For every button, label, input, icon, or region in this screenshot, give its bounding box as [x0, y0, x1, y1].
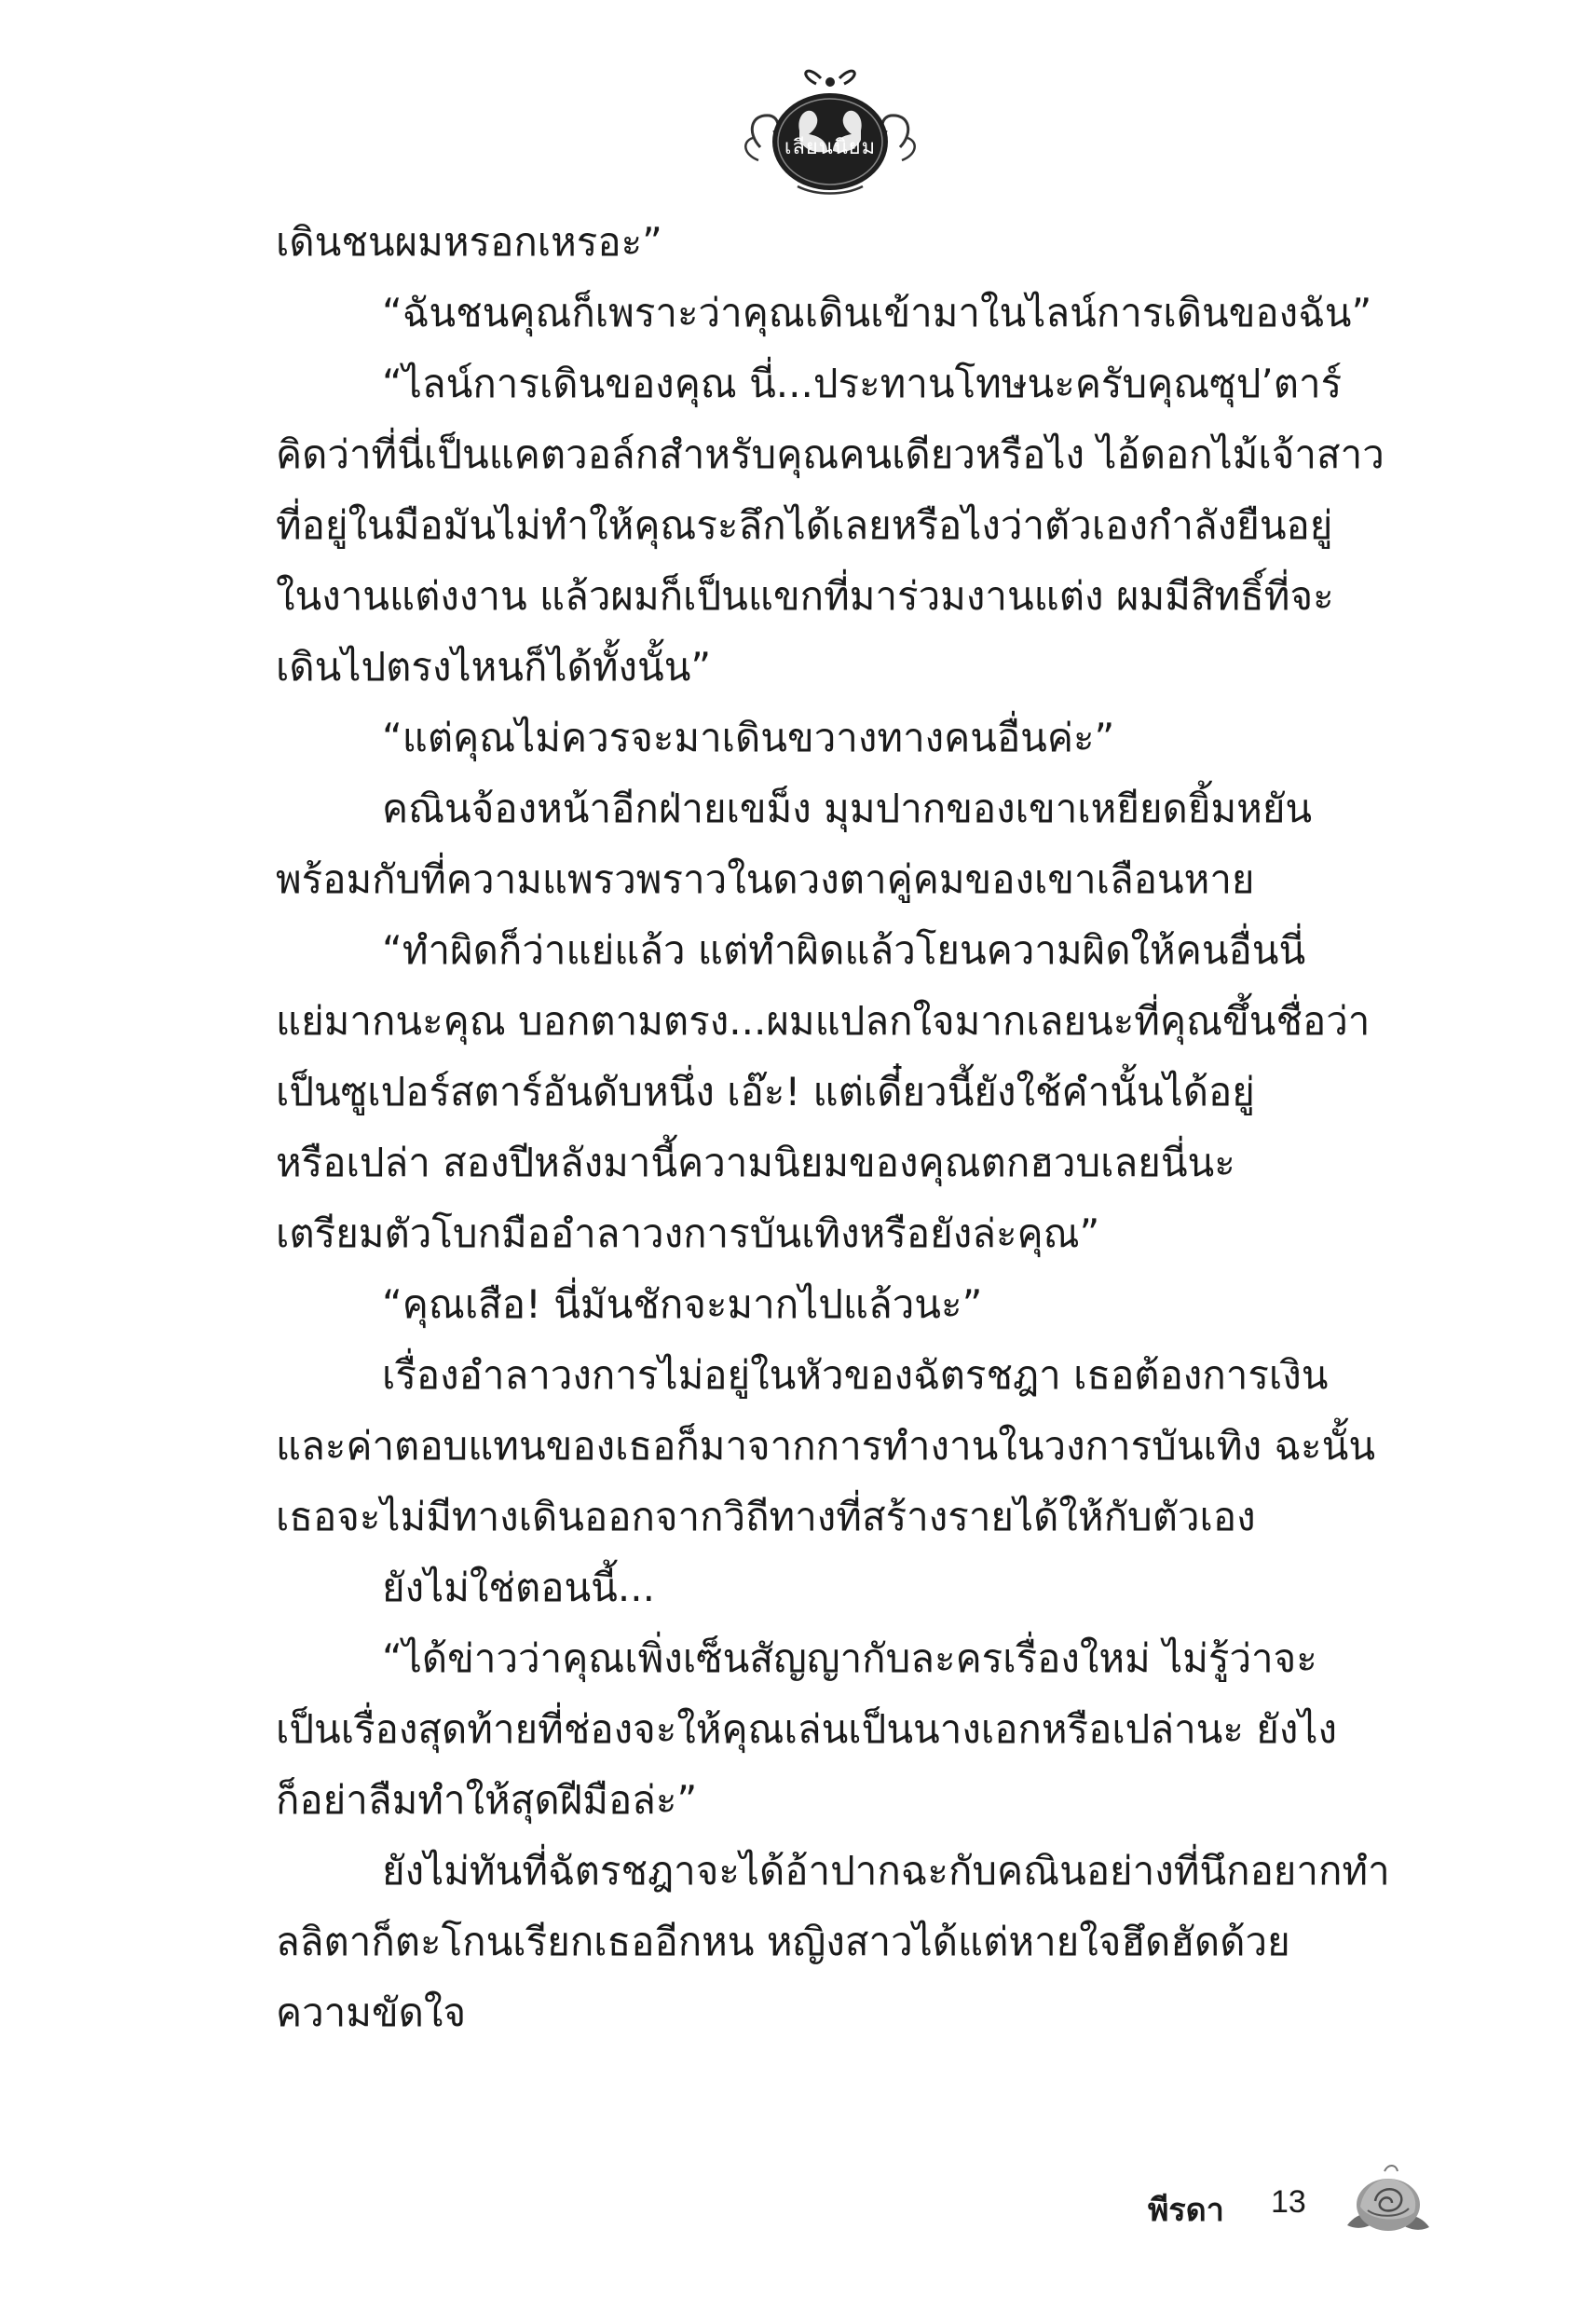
- text-line: หรือเปล่า สองปีหลังมานี้ความนิยมของคุณตกฮวบเลยนี่นะ: [276, 1140, 1235, 1185]
- text-line: เธอจะไม่มีทางเดินออกจากวิถีทางที่สร้างรายได้ให้กับตัวเอง: [276, 1494, 1256, 1539]
- text-line: “คุณเสือ! นี่มันชักจะมากไปแล้วนะ”: [382, 1281, 983, 1327]
- text-line: “แต่คุณไม่ควรจะมาเดินขวางทางคนอื่นค่ะ”: [382, 715, 1115, 760]
- text-line: ที่อยู่ในมือมันไม่ทำให้คุณระลึกได้เลยหรือไงว่าตัวเองกำลังยืนอยู่: [276, 502, 1333, 548]
- text-line: เตรียมตัวโบกมืออำลาวงการบันเทิงหรือยังล่ะคุณ”: [276, 1210, 1100, 1256]
- body-text: [276, 207, 1412, 2048]
- text-line: แย่มากนะคุณ บอกตามตรง...ผมแปลกใจมากเลยนะที่คุณขึ้นชื่อว่า: [276, 998, 1371, 1044]
- text-line: “ทำผิดก็ว่าแย่แล้ว แต่ทำผิดแล้วโยนความผิดให้คนอื่นนี่: [382, 927, 1306, 973]
- text-line: คิดว่าที่นี่เป็นแคตวอล์กสำหรับคุณคนเดียวหรือไง ไอ้ดอกไม้เจ้าสาว: [276, 431, 1385, 477]
- text-line: “ได้ข่าวว่าคุณเพิ่งเซ็นสัญญากับละครเรื่องใหม่ ไม่รู้ว่าจะ: [382, 1635, 1317, 1681]
- page-number: 13: [1271, 2184, 1306, 2220]
- text-line: และค่าตอบแทนของเธอก็มาจากการทำงานในวงการบันเทิง ฉะนั้น: [276, 1423, 1376, 1469]
- text-line: เป็นซูเปอร์สตาร์อันดับหนึ่ง เอ๊ะ! แต่เดี๋ยวนี้ยังใช้คำนั้นได้อยู่: [276, 1069, 1255, 1114]
- text-line: เดินไปตรงไหนก็ได้ทั้งนั้น”: [276, 644, 712, 690]
- text-line: เดินชนผมหรอกเหรอะ”: [276, 219, 662, 265]
- text-line: พร้อมกับที่ความแพรวพราวในดวงตาคู่คมของเขาเลือนหาย: [276, 856, 1255, 902]
- text-line: “ไลน์การเดินของคุณ นี่...ประทานโทษนะครับคุณซุป’ตาร์: [382, 361, 1343, 406]
- text-line: คณินจ้องหน้าอีกฝ่ายเขม็ง มุมปากของเขาเหยียดยิ้มหยัน: [382, 786, 1313, 831]
- text-line: ความขัดใจ: [276, 1990, 467, 2035]
- text-line: ยังไม่ใช่ตอนนี้...: [382, 1565, 655, 1610]
- emblem-text: เลียนนิยม: [784, 136, 877, 159]
- text-line: ก็อย่าลืมทำให้สุดฝีมือล่ะ”: [276, 1777, 698, 1823]
- text-line: เป็นเรื่องสุดท้ายที่ช่องจะให้คุณเล่นเป็นนางเอกหรือเปล่านะ ยังไง: [276, 1706, 1338, 1752]
- rose-icon: [1344, 2160, 1433, 2240]
- text-line: “ฉันชนคุณก็เพราะว่าคุณเดินเข้ามาในไลน์การเดินของฉัน”: [382, 290, 1372, 335]
- page-footer: [1118, 2160, 1453, 2244]
- swan-crest-icon: [742, 58, 919, 198]
- text-line: ในงานแต่งงาน แล้วผมก็เป็นแขกที่มาร่วมงานแต่ง ผมมีสิทธิ์ที่จะ: [276, 573, 1334, 619]
- text-line: ลลิตาก็ตะโกนเรียกเธออีกหน หญิงสาวได้แต่หายใจฮึดฮัดด้วย: [276, 1919, 1290, 1964]
- text-line: เรื่องอำลาวงการไม่อยู่ในหัวของฉัตรชฎา เธอต้องการเงิน: [382, 1352, 1329, 1398]
- footer-author: พีรดา: [1148, 2192, 1224, 2229]
- text-line: ยังไม่ทันที่ฉัตรชฎาจะได้อ้าปากฉะกับคณินอย่างที่นึกอยากทำ: [382, 1848, 1390, 1894]
- header-emblem: [742, 58, 919, 198]
